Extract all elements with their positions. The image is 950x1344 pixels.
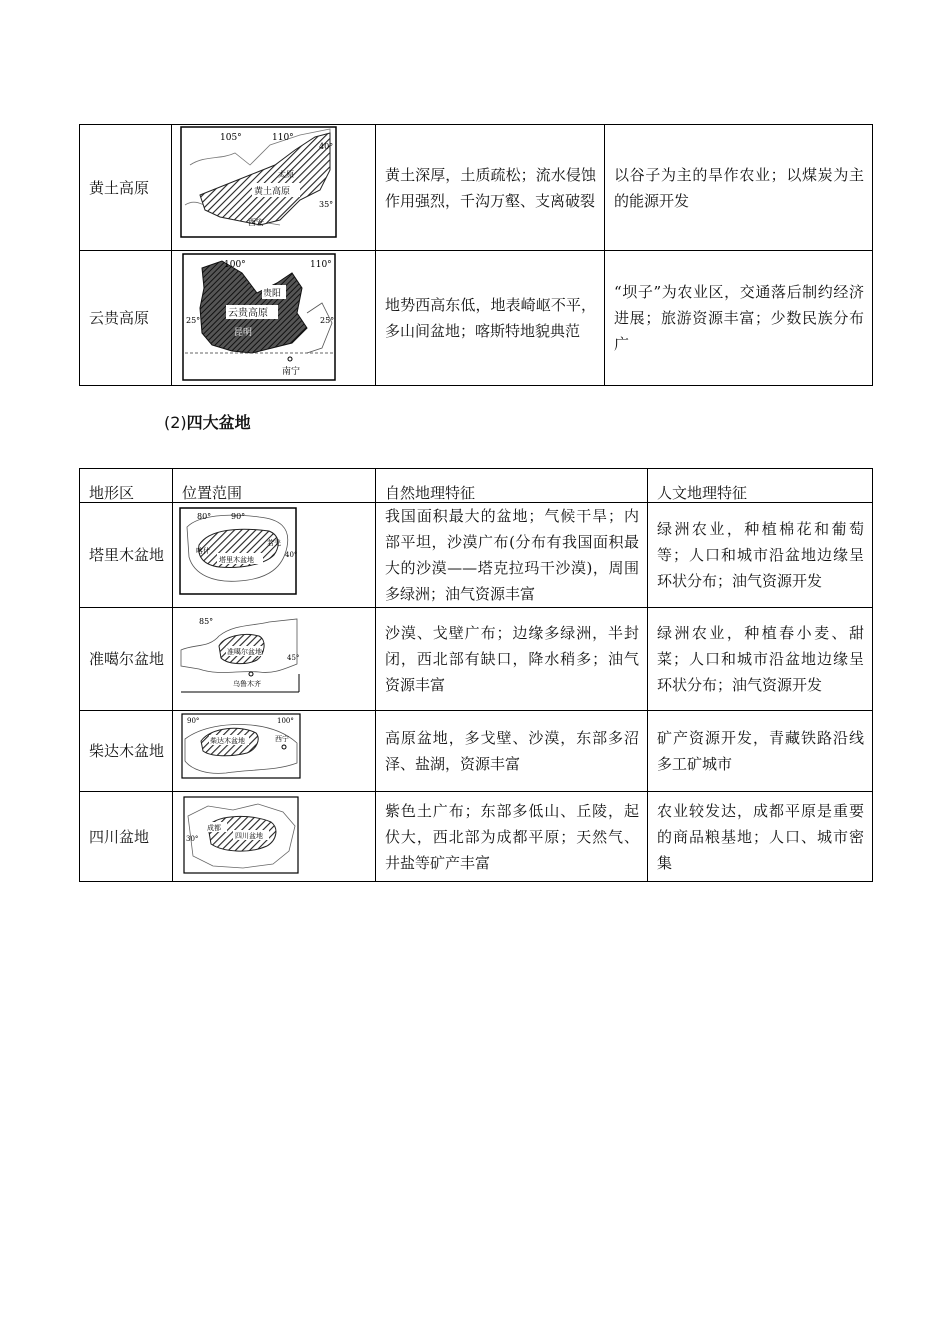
landform-name: 准噶尔盆地 [80,608,173,711]
landform-name: 云贵高原 [80,251,172,386]
qaidam-basin-map [173,711,376,792]
map-label: 西宁 [275,735,289,743]
map-label: 85° [199,617,214,626]
map-label: 110° [310,260,332,270]
header-cell: 自然地理特征 [376,469,648,503]
map-label: 25° [320,316,335,325]
plateau-table [79,124,873,386]
map-label: 塔里木盆地 [219,556,254,564]
map-label: 西安 [248,218,264,227]
header-cell: 人文地理特征 [648,469,873,503]
map-label: 110° [272,133,294,143]
map-label: 80° [197,512,212,521]
tarim-basin-map [173,503,376,608]
basin-table [79,468,873,882]
human-features: 矿产资源开发，青藏铁路沿线多工矿城市 [648,711,873,792]
landform-name: 四川盆地 [80,792,173,882]
landform-name: 柴达木盆地 [80,711,173,792]
map-label: 云贵高原 [228,308,268,319]
section-title: 四大盆地 [186,413,251,432]
map-label: 25° [186,316,201,325]
junggar-basin-map-image [179,614,303,694]
natural-features: 紫色土广布；东部多低山、丘陵，起伏大，西北部为成都平原；天然气、井盐等矿产丰富 [376,792,648,882]
map-label: 四川盆地 [235,832,263,840]
yungui-plateau-map [172,251,376,386]
map-label: 南宁 [282,367,301,377]
tarim-basin-map-image [179,507,299,597]
section-heading [164,410,251,433]
human-features: 以谷子为主的旱作农业；以煤炭为主的能源开发 [605,125,873,251]
map-label: 昆明 [234,328,253,338]
natural-features: 沙漠、戈壁广布；边缘多绿洲，半封闭，西北部有缺口，降水稍多；油气资源丰富 [376,608,648,711]
yungui-plateau-map-image [182,253,338,383]
map-label: 贵阳 [263,289,282,299]
table-row [80,503,873,608]
map-label: 90° [187,717,200,725]
map-label: 40° [319,142,334,151]
map-label: 105° [220,133,242,143]
human-features: 绿洲农业，种植春小麦、甜菜；人口和城市沿盆地边缘呈环状分布；油气资源开发 [648,608,873,711]
header-cell: 位置范围 [173,469,376,503]
human-features: 绿洲农业，种植棉花和葡萄等；人口和城市沿盆地边缘呈环状分布；油气资源开发 [648,503,873,608]
qaidam-basin-map-image [181,713,303,781]
map-label: 成都 [207,824,221,832]
map-label: 准噶尔盆地 [227,648,262,656]
header-cell: 地形区 [80,469,173,503]
map-label: 太原 [278,170,294,179]
map-label: 45° [287,654,300,662]
table-header-row [80,469,873,503]
map-label: 40° [285,551,298,559]
map-label: 柴达木盆地 [210,737,245,745]
map-label: 35° [319,200,334,209]
section-number: (2) [164,413,187,432]
map-label: 90° [231,512,246,521]
landform-name: 塔里木盆地 [80,503,173,608]
table-row [80,792,873,882]
map-label: 乌鲁木齐 [233,680,261,688]
sichuan-basin-map [173,792,376,882]
table-row [80,608,873,711]
table-row [80,711,873,792]
natural-features: 高原盆地，多戈壁、沙漠，东部多沼泽、盐湖，资源丰富 [376,711,648,792]
natural-features: 我国面积最大的盆地；气候干旱；内部平坦，沙漠广布(分布有我国面积最大的沙漠——塔克拉玛干沙漠)，周围多绿洲；油气资源丰富 [376,503,648,608]
sichuan-basin-map-image [183,796,301,876]
human-features: “坝子”为农业区，交通落后制约经济进展；旅游资源丰富；少数民族分布广 [605,251,873,386]
landform-name: 黄土高原 [80,125,172,251]
junggar-basin-map [173,608,376,711]
natural-features: 黄土深厚，土质疏松；流水侵蚀作用强烈，千沟万壑、支离破裂 [376,125,605,251]
map-label: 100° [277,717,294,725]
map-label: 若羌 [267,539,281,547]
map-label: 30° [186,835,199,843]
table-row [80,251,873,386]
table-row [80,125,873,251]
loess-plateau-map [172,125,376,251]
map-label: 黄土高原 [254,187,291,197]
human-features: 农业较发达，成都平原是重要的商品粮基地；人口、城市密集 [648,792,873,882]
natural-features: 地势西高东低，地表崎岖不平，多山间盆地；喀斯特地貌典范 [376,251,605,386]
map-label: 100° [224,260,246,270]
map-label: 喀什 [196,547,210,555]
loess-plateau-map-image [180,125,338,241]
